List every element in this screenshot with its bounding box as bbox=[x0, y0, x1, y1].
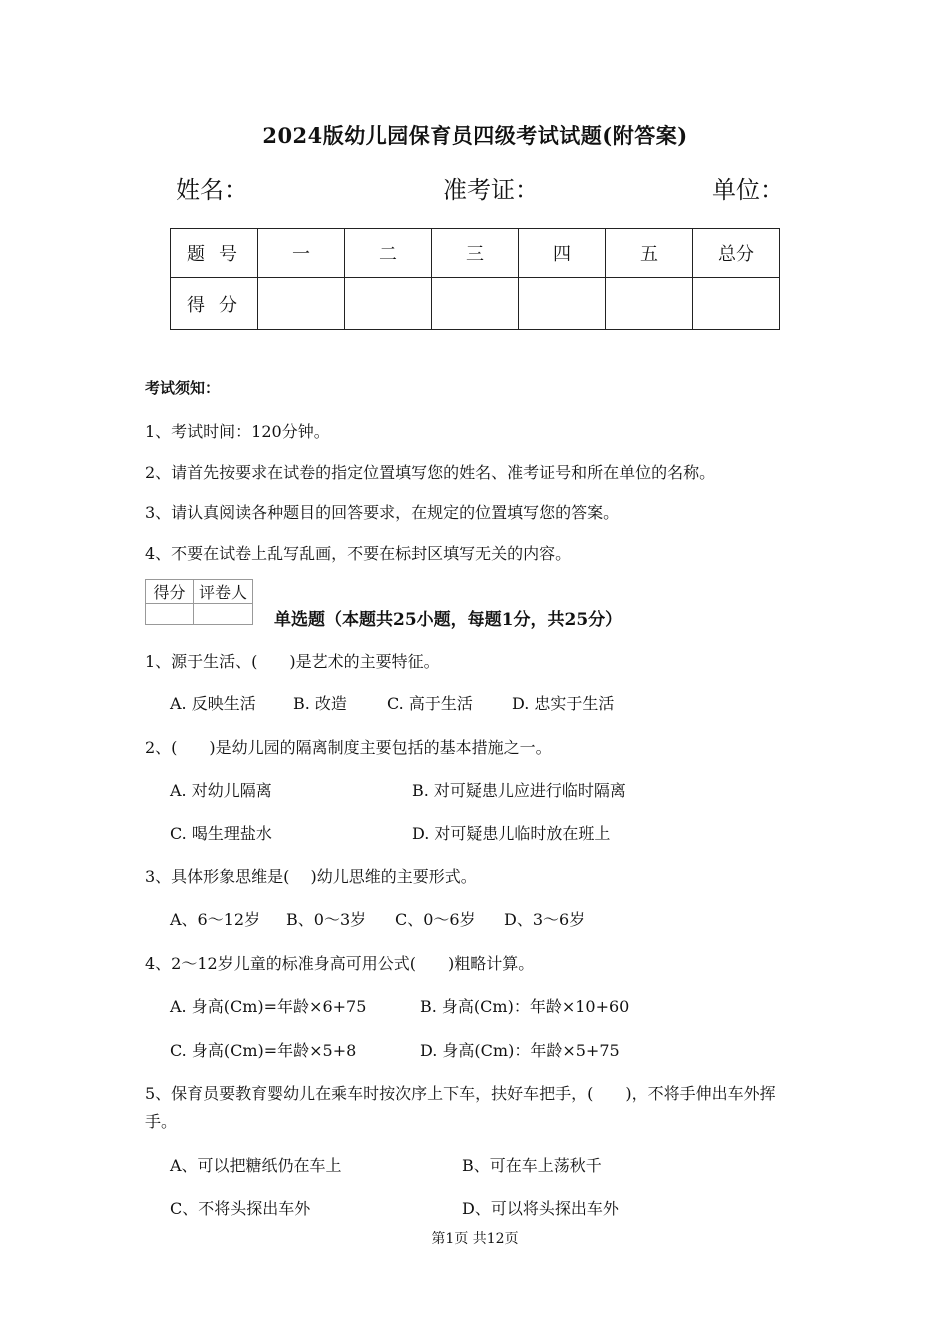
question-option: C、不将头探出车外 bbox=[170, 1199, 311, 1218]
score-table bbox=[170, 228, 780, 330]
question-option: A、可以把糖纸仍在车上 bbox=[170, 1156, 342, 1175]
grader-name-label: 评卷人 bbox=[194, 580, 253, 604]
score-table-cell: 总分 bbox=[693, 229, 780, 278]
notice-item: 4、不要在试卷上乱写乱画，不要在标封区填写无关的内容。 bbox=[145, 544, 572, 563]
page-title: 2024版幼儿园保育员四级考试试题(附答案) bbox=[262, 123, 688, 148]
question-stem: 3、具体形象思维是( )幼儿思维的主要形式。 bbox=[145, 867, 477, 886]
question-stem: 5、保育员要教育婴幼儿在乘车时按次序上下车，扶好车把手，( )，不将手伸出车外挥 bbox=[145, 1084, 776, 1103]
question-option: C、0～6岁 bbox=[395, 910, 476, 929]
question-option: C. 喝生理盐水 bbox=[170, 824, 272, 843]
page-footer: 第1页 共12页 bbox=[431, 1231, 519, 1247]
question-option: C. 身高(Cm)=年龄×5+8 bbox=[170, 1041, 357, 1060]
question-option: B、可在车上荡秋千 bbox=[462, 1156, 602, 1175]
score-table-cell: 三 bbox=[432, 229, 519, 278]
score-table-cell: 题号 bbox=[171, 229, 258, 278]
question-stem: 4、2～12岁儿童的标准身高可用公式( )粗略计算。 bbox=[145, 954, 535, 973]
question-stem-continued: 手。 bbox=[145, 1112, 178, 1131]
section-title: 单选题（本题共25小题，每题1分，共25分） bbox=[274, 610, 623, 630]
question-option: D. 身高(Cm)：年龄×5+75 bbox=[420, 1041, 620, 1060]
score-input-cell[interactable] bbox=[432, 278, 519, 330]
name-label: 姓名： bbox=[176, 176, 248, 204]
notice-title: 考试须知： bbox=[145, 379, 221, 397]
score-input-cell[interactable] bbox=[606, 278, 693, 330]
score-row-label: 得分 bbox=[171, 278, 258, 330]
question-option: D. 忠实于生活 bbox=[512, 694, 615, 713]
notice-item: 3、请认真阅读各种题目的回答要求，在规定的位置填写您的答案。 bbox=[145, 503, 620, 522]
score-table-cell: 二 bbox=[345, 229, 432, 278]
grader-name-cell[interactable] bbox=[194, 604, 253, 625]
question-option: A. 反映生活 bbox=[170, 694, 256, 713]
question-option: A、6～12岁 bbox=[170, 910, 261, 929]
notice-item: 2、请首先按要求在试卷的指定位置填写您的姓名、准考证号和所在单位的名称。 bbox=[145, 463, 716, 482]
score-table-cell: 一 bbox=[258, 229, 345, 278]
score-input-cell[interactable] bbox=[345, 278, 432, 330]
exam-number-label: 准考证： bbox=[443, 176, 539, 204]
question-option: B. 身高(Cm)：年龄×10+60 bbox=[420, 997, 630, 1016]
grader-box bbox=[145, 579, 253, 625]
question-stem: 2、( )是幼儿园的隔离制度主要包括的基本措施之一。 bbox=[145, 738, 552, 757]
score-table-header-row bbox=[171, 229, 780, 278]
unit-label: 单位： bbox=[712, 176, 784, 204]
score-input-cell[interactable] bbox=[258, 278, 345, 330]
question-option: A. 对幼儿隔离 bbox=[170, 781, 272, 800]
score-input-cell[interactable] bbox=[519, 278, 606, 330]
question-option: D. 对可疑患儿临时放在班上 bbox=[412, 824, 611, 843]
question-option: B、0～3岁 bbox=[286, 910, 367, 929]
notice-item: 1、考试时间：120分钟。 bbox=[145, 422, 330, 441]
question-option: C. 高于生活 bbox=[387, 694, 473, 713]
question-option: D、3～6岁 bbox=[504, 910, 586, 929]
grader-score-label: 得分 bbox=[146, 580, 194, 604]
question-option: D、可以将头探出车外 bbox=[462, 1199, 619, 1218]
question-option: A. 身高(Cm)=年龄×6+75 bbox=[170, 997, 367, 1016]
question-stem: 1、源于生活、( )是艺术的主要特征。 bbox=[145, 652, 440, 671]
question-option: B. 对可疑患儿应进行临时隔离 bbox=[412, 781, 626, 800]
question-option: B. 改造 bbox=[293, 694, 347, 713]
grader-score-cell[interactable] bbox=[146, 604, 194, 625]
score-input-cell[interactable] bbox=[693, 278, 780, 330]
score-table-cell: 四 bbox=[519, 229, 606, 278]
score-table-cell: 五 bbox=[606, 229, 693, 278]
score-table-score-row bbox=[171, 278, 780, 330]
